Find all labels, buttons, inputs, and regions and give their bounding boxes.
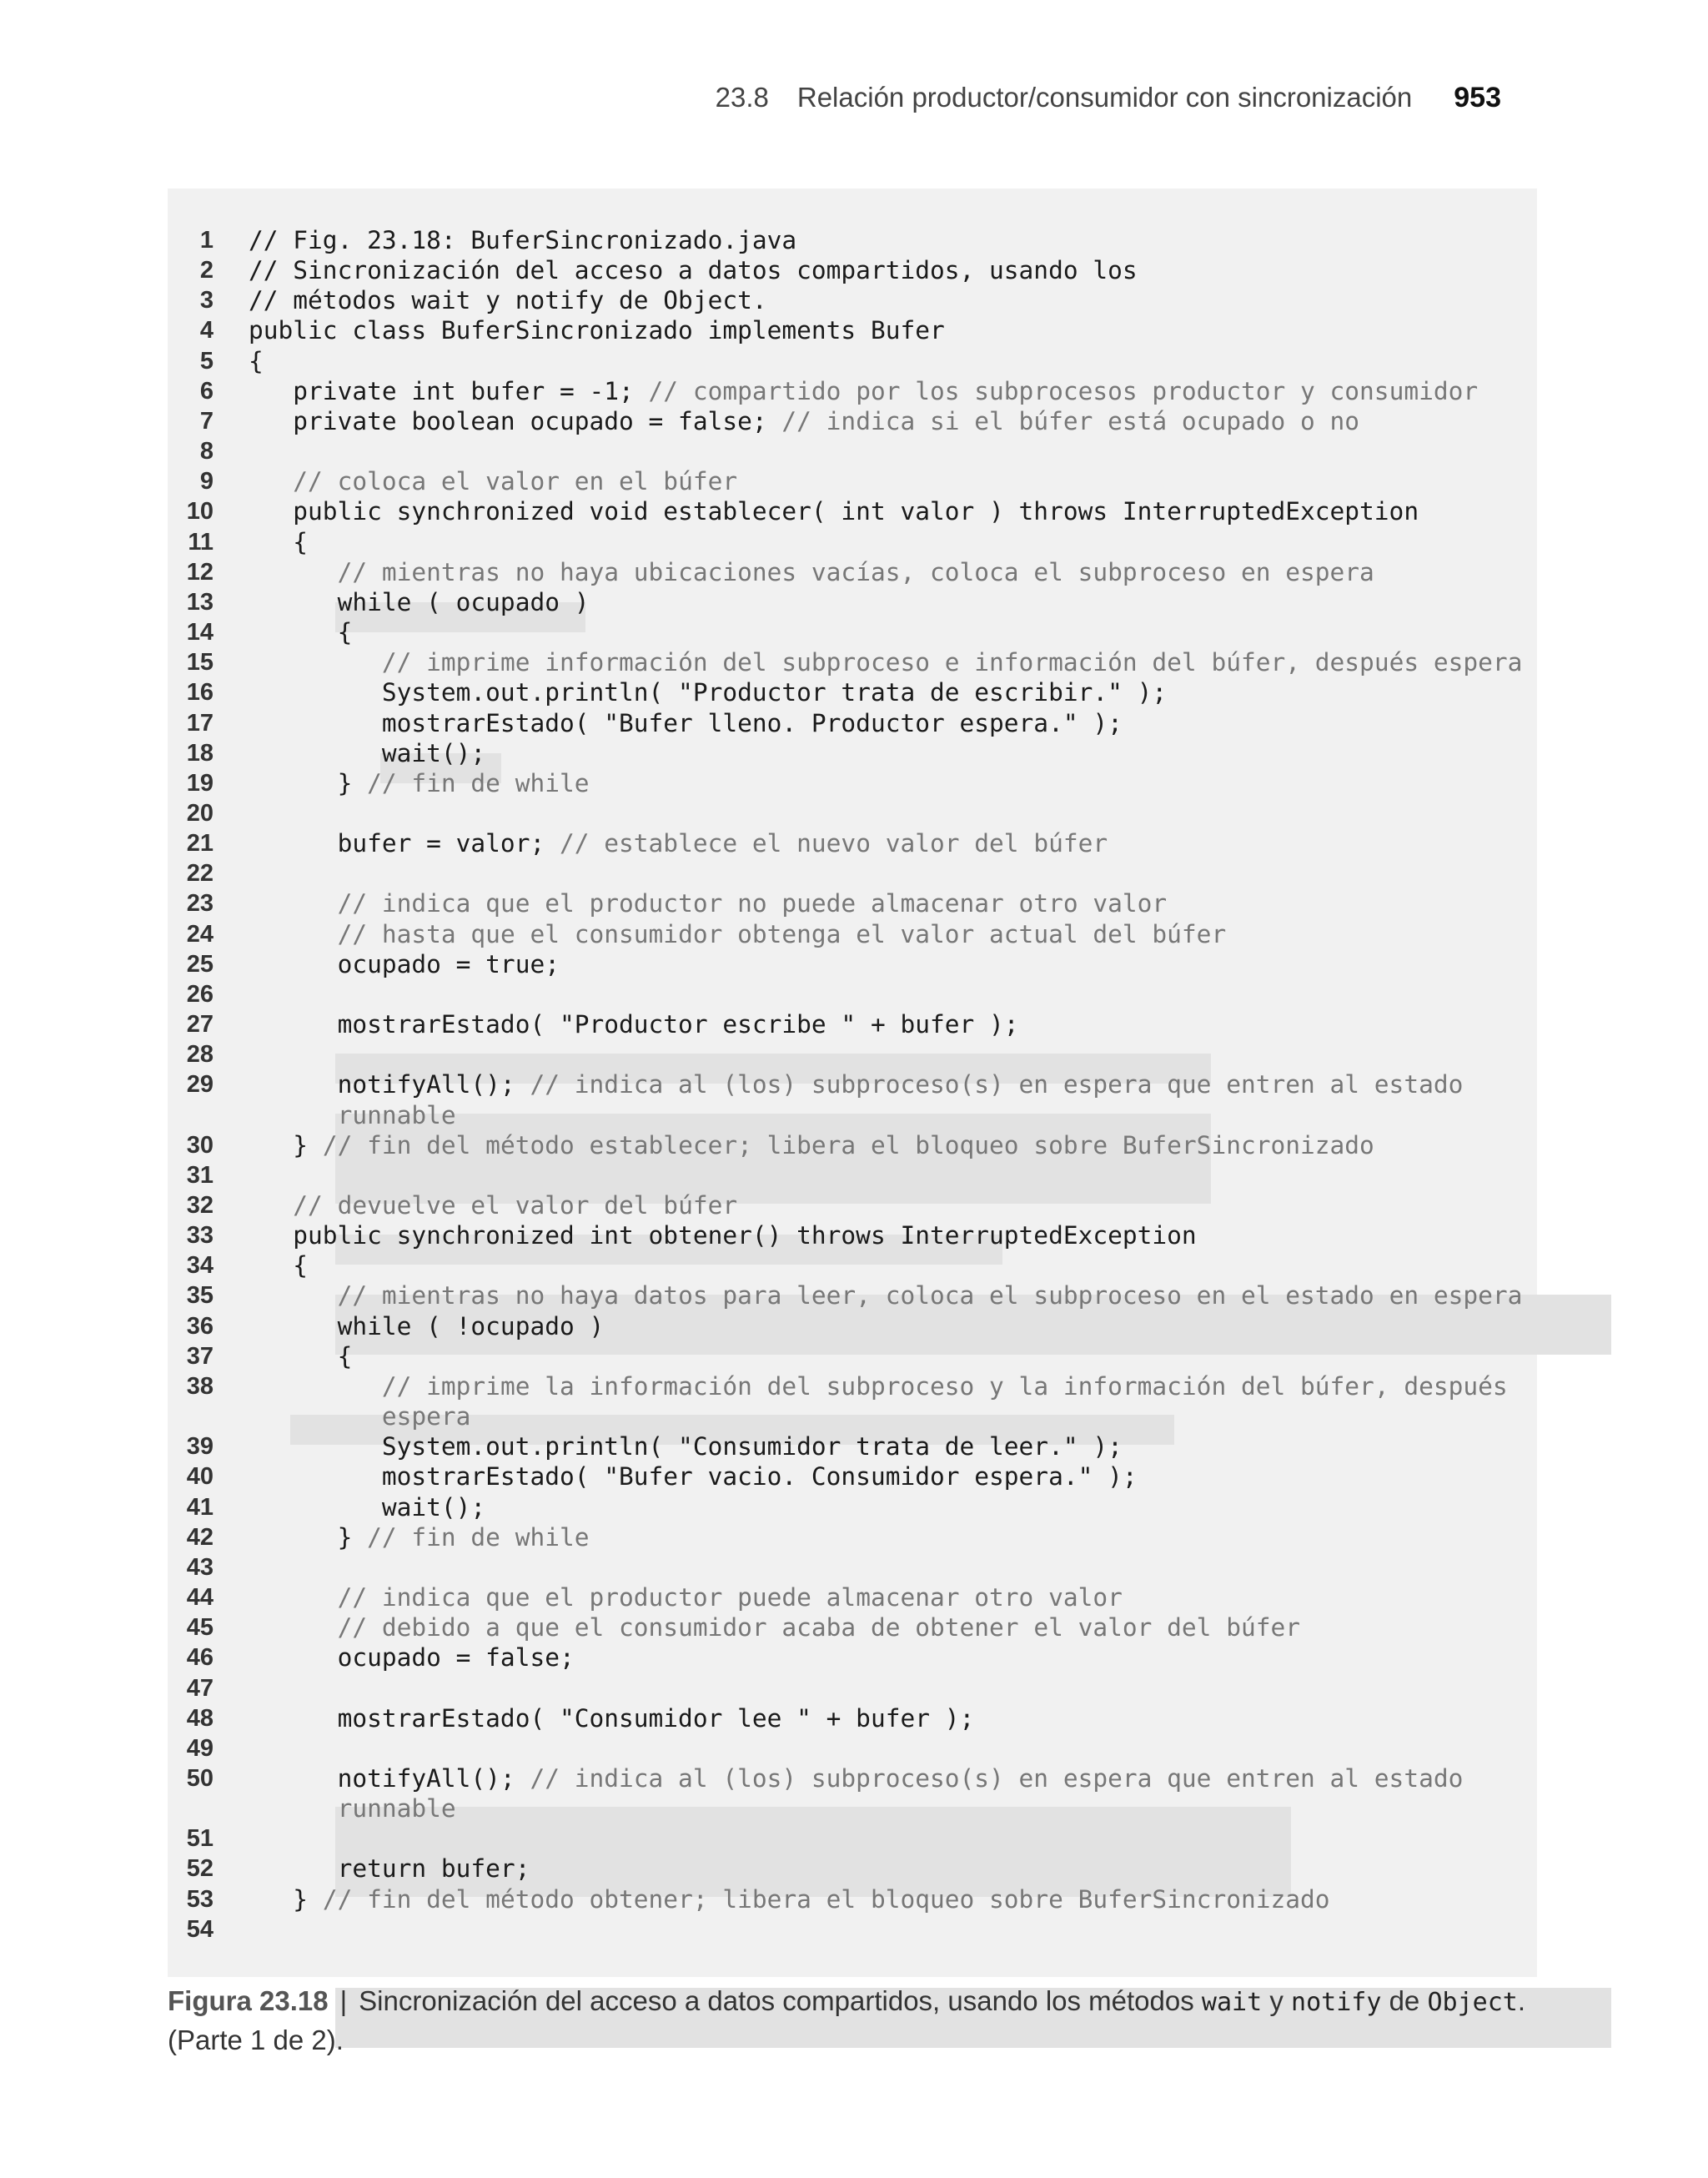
code-text xyxy=(249,768,590,798)
line-number: 25 xyxy=(186,950,214,978)
code-comment: // indica al (los) subproceso(s) en espera que entren al estado xyxy=(530,1070,1464,1099)
code-text xyxy=(249,1703,974,1733)
section-title: Relación productor/consumidor con sincronización xyxy=(796,82,1413,113)
code-comment: // coloca el valor en el búfer xyxy=(293,467,738,496)
code-comment: // fin del método obtener; libera el bloqueo sobre BuferSincronizado xyxy=(322,1884,1330,1914)
line-number: 38 xyxy=(186,1372,214,1400)
code-statement: public class BuferSincronizado implements Bufer xyxy=(249,316,945,345)
line-number: 52 xyxy=(186,1855,214,1883)
code-statement: { xyxy=(249,1251,309,1280)
line-number: 7 xyxy=(199,407,214,435)
line-number: 1 xyxy=(199,227,214,254)
code-line xyxy=(168,617,1537,647)
code-statement: // Fig. 23.18: BuferSincronizado.java xyxy=(249,226,797,254)
code-statement xyxy=(249,1191,293,1220)
code-line xyxy=(168,1914,1537,1944)
code-statement xyxy=(249,1794,338,1823)
line-number: 47 xyxy=(186,1674,214,1702)
line-number: 27 xyxy=(186,1011,214,1039)
code-line xyxy=(168,1311,1537,1341)
line-number: 34 xyxy=(186,1252,214,1280)
line-number: 23 xyxy=(186,890,214,918)
code-comment: // fin de while xyxy=(367,1522,590,1552)
code-line xyxy=(168,496,1537,526)
code-comment: runnable xyxy=(337,1794,456,1823)
code-line xyxy=(168,1823,1537,1854)
code-statement: mostrarEstado( "Bufer lleno. Productor espera." ); xyxy=(249,708,1123,737)
line-number: 8 xyxy=(199,438,214,465)
code-line xyxy=(168,557,1537,587)
line-number: 19 xyxy=(186,769,214,797)
code-text xyxy=(249,285,767,315)
code-statement xyxy=(249,1372,382,1401)
line-number: 51 xyxy=(186,1825,214,1853)
section-number: 23.8 xyxy=(715,82,769,113)
code-statement: } xyxy=(249,768,368,797)
line-number: 13 xyxy=(186,588,214,616)
line-number: 36 xyxy=(186,1312,214,1340)
code-statement xyxy=(249,1402,382,1431)
line-number: 39 xyxy=(186,1433,214,1461)
code-line xyxy=(168,1220,1537,1250)
code-comment: // imprime información del subproceso e información del búfer, después espera xyxy=(381,648,1523,677)
code-statement: ocupado = false; xyxy=(249,1643,575,1672)
caption-separator: | xyxy=(339,1985,348,2016)
code-text xyxy=(249,1642,575,1672)
code-line xyxy=(168,708,1537,738)
line-number: 6 xyxy=(199,377,214,405)
code-text xyxy=(249,587,590,617)
code-statement: mostrarEstado( "Consumidor lee " + bufer ); xyxy=(249,1703,975,1733)
code-line xyxy=(168,1280,1537,1310)
line-number: 11 xyxy=(188,528,214,556)
code-comment: // indica que el productor puede almacenar otro valor xyxy=(337,1583,1123,1612)
code-line xyxy=(168,527,1537,557)
code-line xyxy=(168,587,1537,617)
code-text xyxy=(249,617,352,647)
code-statement: bufer = valor; xyxy=(249,829,560,858)
line-number: 37 xyxy=(186,1342,214,1370)
code-line xyxy=(168,1250,1537,1280)
code-line xyxy=(168,1673,1537,1703)
code-text xyxy=(249,1461,1138,1491)
code-line xyxy=(168,888,1537,918)
caption-part: (Parte 1 de 2). xyxy=(168,2025,344,2055)
code-text xyxy=(249,557,1374,587)
code-line xyxy=(168,1733,1537,1763)
code-line xyxy=(168,1100,1537,1130)
line-number: 54 xyxy=(186,1915,214,1943)
code-line xyxy=(168,949,1537,979)
code-comment: // imprime la información del subproceso y la información del búfer, después xyxy=(381,1371,1508,1401)
code-statement xyxy=(249,889,338,918)
code-listing xyxy=(168,189,1537,1977)
code-text xyxy=(249,376,1478,406)
code-comment: // mientras no haya ubicaciones vacías, coloca el subproceso en espera xyxy=(337,557,1374,586)
code-text xyxy=(249,346,264,376)
code-statement: // Sincronización del acceso a datos compartidos, usando los xyxy=(249,256,1138,285)
code-line xyxy=(168,919,1537,949)
code-statement xyxy=(249,1613,338,1642)
line-number: 3 xyxy=(199,287,214,314)
code-text xyxy=(249,1371,1508,1401)
code-line xyxy=(168,768,1537,798)
code-text xyxy=(249,1492,485,1522)
line-number: 20 xyxy=(186,799,214,827)
code-line xyxy=(168,1431,1537,1461)
code-line xyxy=(168,1401,1537,1431)
code-line xyxy=(168,1763,1537,1793)
code-line xyxy=(168,1341,1537,1371)
code-line xyxy=(168,1130,1537,1160)
line-number: 28 xyxy=(186,1041,214,1069)
code-comment: // compartido por los subprocesos productor y consumidor xyxy=(648,376,1479,405)
code-comment: // indica si el búfer está ocupado o no xyxy=(781,406,1360,435)
line-number: 10 xyxy=(186,498,214,526)
caption-text: . xyxy=(1517,1985,1525,2016)
line-number: 45 xyxy=(186,1614,214,1642)
code-statement xyxy=(249,558,338,586)
code-statement: mostrarEstado( "Productor escribe " + bufer ); xyxy=(249,1010,1019,1039)
code-text xyxy=(249,949,560,979)
code-text xyxy=(249,1401,470,1431)
line-number: 4 xyxy=(199,317,214,345)
caption-text: y xyxy=(1269,1985,1284,2016)
code-lines xyxy=(168,225,1537,1944)
code-comment: // fin del método establecer; libera el bloqueo sobre BuferSincronizado xyxy=(322,1130,1374,1159)
code-text xyxy=(249,1100,456,1130)
code-line xyxy=(168,828,1537,858)
code-comment: // establece el nuevo valor del búfer xyxy=(559,829,1108,858)
code-line xyxy=(168,1703,1537,1733)
caption-text: Sincronización del acceso a datos compartidos, usando los métodos xyxy=(359,1985,1194,2016)
code-text xyxy=(249,828,1108,858)
caption-code-notify: notify xyxy=(1291,1988,1382,2017)
line-number: 50 xyxy=(186,1764,214,1792)
line-number: 48 xyxy=(186,1704,214,1732)
code-text xyxy=(249,1431,1123,1461)
page-number: 953 xyxy=(1454,82,1501,113)
code-statement xyxy=(249,1101,338,1129)
code-line xyxy=(168,1069,1537,1099)
code-line xyxy=(168,738,1537,768)
caption-code-object: Object xyxy=(1427,1988,1518,2017)
line-number: 22 xyxy=(186,860,214,888)
line-number: 29 xyxy=(186,1071,214,1099)
code-statement xyxy=(249,1583,338,1612)
caption-code-wait: wait xyxy=(1201,1988,1263,2017)
code-statement: } xyxy=(249,1884,323,1914)
code-comment: // indica al (los) subproceso(s) en espera que entren al estado xyxy=(530,1763,1464,1793)
line-number: 18 xyxy=(186,739,214,767)
code-line xyxy=(168,1522,1537,1552)
code-statement: mostrarEstado( "Bufer vacio. Consumidor espera." ); xyxy=(249,1462,1138,1491)
code-statement: notifyAll(); xyxy=(249,1070,530,1099)
code-line xyxy=(168,1854,1537,1884)
code-line xyxy=(168,376,1537,406)
code-statement: // métodos wait y notify de Object. xyxy=(249,286,767,315)
line-number: 14 xyxy=(186,619,214,646)
line-number: 49 xyxy=(186,1734,214,1762)
code-line xyxy=(168,798,1537,828)
code-line xyxy=(168,1492,1537,1522)
code-line xyxy=(168,1009,1537,1039)
code-line xyxy=(168,1552,1537,1582)
code-statement: } xyxy=(249,1522,368,1552)
code-text xyxy=(249,1009,1019,1039)
line-number: 35 xyxy=(186,1282,214,1310)
code-statement: return bufer; xyxy=(249,1854,530,1884)
code-statement: private boolean ocupado = false; xyxy=(249,406,782,435)
line-number: 9 xyxy=(199,468,214,495)
code-text xyxy=(249,406,1359,436)
code-text xyxy=(249,1793,456,1823)
code-statement xyxy=(249,648,382,677)
line-number: 26 xyxy=(186,980,214,1008)
code-comment: runnable xyxy=(337,1100,456,1129)
code-line xyxy=(168,436,1537,466)
code-statement: { xyxy=(249,346,264,375)
code-text xyxy=(249,1763,1463,1793)
code-text xyxy=(249,1190,737,1220)
code-text xyxy=(249,1612,1300,1642)
code-statement: private int bufer = -1; xyxy=(249,376,649,405)
code-line xyxy=(168,647,1537,677)
line-number: 44 xyxy=(186,1584,214,1612)
code-text xyxy=(249,1884,1330,1914)
line-number: 15 xyxy=(186,649,214,677)
line-number: 31 xyxy=(186,1161,214,1189)
code-line xyxy=(168,1461,1537,1491)
code-line xyxy=(168,1612,1537,1642)
code-text xyxy=(249,496,1419,526)
line-number: 5 xyxy=(199,347,214,375)
code-line xyxy=(168,346,1537,376)
code-statement: System.out.println( "Productor trata de escribir." ); xyxy=(249,678,1168,707)
code-text xyxy=(249,738,485,768)
code-text xyxy=(249,1069,1463,1099)
code-line xyxy=(168,1642,1537,1672)
code-text xyxy=(249,647,1522,677)
line-number: 41 xyxy=(186,1493,214,1521)
figure-caption xyxy=(168,1982,1537,2059)
code-line xyxy=(168,406,1537,436)
code-text xyxy=(249,888,1167,918)
code-text xyxy=(249,1311,604,1341)
line-number: 16 xyxy=(186,679,214,707)
line-number: 40 xyxy=(186,1463,214,1491)
line-number: 53 xyxy=(186,1885,214,1913)
code-text xyxy=(249,1854,530,1884)
code-text xyxy=(249,225,796,255)
code-statement: public synchronized int obtener() throws InterruptedException xyxy=(249,1221,1197,1250)
line-number: 17 xyxy=(186,709,214,737)
line-number: 33 xyxy=(186,1222,214,1250)
code-line xyxy=(168,255,1537,285)
code-line xyxy=(168,858,1537,888)
code-statement: { xyxy=(249,618,353,647)
code-text xyxy=(249,1522,590,1552)
line-number: 42 xyxy=(186,1523,214,1551)
code-line xyxy=(168,1793,1537,1823)
code-text xyxy=(249,1220,1197,1250)
code-line xyxy=(168,225,1537,255)
line-number: 21 xyxy=(186,830,214,858)
code-text xyxy=(249,1582,1123,1612)
code-statement: public synchronized void establecer( int valor ) throws InterruptedException xyxy=(249,497,1419,526)
code-comment: // hasta que el consumidor obtenga el valor actual del búfer xyxy=(337,919,1227,948)
code-comment: espera xyxy=(381,1402,471,1431)
figure-label: Figura 23.18 xyxy=(168,1985,329,2016)
line-number: 46 xyxy=(186,1644,214,1672)
code-text xyxy=(249,527,308,557)
code-line xyxy=(168,315,1537,345)
code-statement: wait(); xyxy=(249,738,486,767)
line-number: 12 xyxy=(186,558,214,586)
code-statement: System.out.println( "Consumidor trata de leer." ); xyxy=(249,1432,1123,1461)
code-statement: ocupado = true; xyxy=(249,949,560,978)
code-text xyxy=(249,255,1138,285)
code-text xyxy=(249,1250,308,1280)
code-line xyxy=(168,1190,1537,1220)
code-comment: // devuelve el valor del búfer xyxy=(293,1191,738,1220)
code-comment: // fin de while xyxy=(367,768,590,797)
code-text xyxy=(249,1280,1522,1310)
running-header xyxy=(716,82,1501,114)
code-statement: { xyxy=(249,1341,353,1371)
code-statement: while ( ocupado ) xyxy=(249,587,590,616)
line-number: 30 xyxy=(186,1131,214,1159)
code-line xyxy=(168,1582,1537,1612)
line-number: 24 xyxy=(186,920,214,948)
code-statement xyxy=(249,467,293,495)
code-text xyxy=(249,919,1226,949)
code-line xyxy=(168,1884,1537,1914)
line-number: 32 xyxy=(186,1192,214,1219)
code-text xyxy=(249,1341,352,1371)
code-statement: while ( !ocupado ) xyxy=(249,1311,605,1341)
code-line xyxy=(168,1160,1537,1190)
caption-text: de xyxy=(1389,1985,1420,2016)
code-line xyxy=(168,285,1537,315)
code-text xyxy=(249,315,945,345)
line-number: 43 xyxy=(186,1553,214,1581)
code-line xyxy=(168,466,1537,496)
code-comment: // indica que el productor no puede almacenar otro valor xyxy=(337,889,1168,918)
code-statement: notifyAll(); xyxy=(249,1763,530,1793)
code-line xyxy=(168,1039,1537,1069)
code-text xyxy=(249,1130,1374,1160)
code-statement: } xyxy=(249,1130,323,1159)
code-statement: { xyxy=(249,527,309,556)
code-line xyxy=(168,1371,1537,1401)
code-statement: wait(); xyxy=(249,1492,486,1522)
code-comment: // mientras no haya datos para leer, coloca el subproceso en el estado en espera xyxy=(337,1281,1523,1310)
code-line xyxy=(168,979,1537,1009)
code-statement xyxy=(249,1281,338,1310)
code-text xyxy=(249,466,737,496)
code-comment: // debido a que el consumidor acaba de obtener el valor del búfer xyxy=(337,1613,1301,1642)
code-text xyxy=(249,677,1167,707)
code-statement xyxy=(249,920,338,948)
code-text xyxy=(249,708,1123,738)
code-line xyxy=(168,677,1537,707)
line-number: 2 xyxy=(199,257,214,284)
